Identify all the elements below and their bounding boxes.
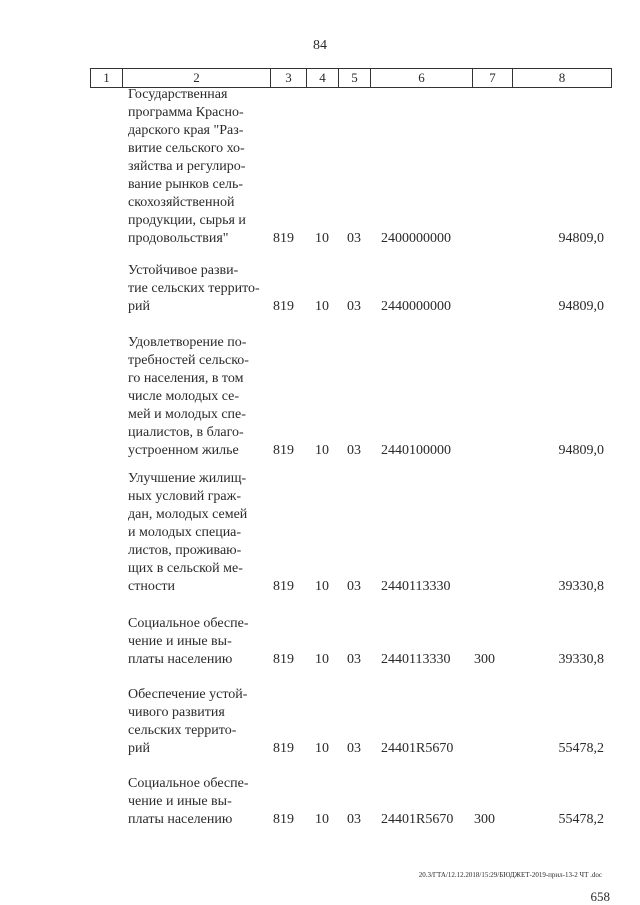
header-col-1: 1	[91, 69, 123, 87]
row-code-ved: 819	[273, 812, 294, 827]
header-col-7: 7	[473, 69, 513, 87]
row-code-target: 2440113330	[381, 579, 451, 594]
page-number: 84	[313, 38, 327, 53]
table-header	[90, 68, 612, 88]
row-name-line: Улучшение жилищ-	[128, 471, 247, 486]
row-name-line: Удовлетворение по-	[128, 335, 247, 350]
row-code-target: 2440113330	[381, 652, 451, 667]
row-amount: 94809,0	[558, 231, 604, 246]
row-name-line: витие сельского хо-	[128, 141, 245, 156]
row-name-line: продовольствия"	[128, 231, 229, 246]
row-code-section: 10	[315, 652, 329, 667]
row-code-section: 10	[315, 299, 329, 314]
row-code-subsection: 03	[347, 443, 361, 458]
row-code-ved: 819	[273, 443, 294, 458]
row-name-line: зяйства и регулиро-	[128, 159, 246, 174]
row-name	[128, 262, 262, 316]
row-amount: 55478,2	[558, 741, 604, 756]
row-name-line: сельских террито-	[128, 723, 237, 738]
row-name	[128, 686, 262, 758]
row-code-target: 2440100000	[381, 443, 451, 458]
footer-page-number: 658	[590, 889, 610, 904]
row-name-line: числе молодых се-	[128, 389, 239, 404]
row-name	[128, 334, 262, 460]
row-name	[128, 775, 262, 829]
row-code-subsection: 03	[347, 652, 361, 667]
row-name-line: рий	[128, 741, 150, 756]
row-name-line: циалистов, в благо-	[128, 425, 244, 440]
row-name-line: чивого развития	[128, 705, 225, 720]
row-name-line: щих в сельской ме-	[128, 561, 243, 576]
row-name-line: Устойчивое разви-	[128, 263, 239, 278]
row-name	[128, 615, 262, 669]
row-name-line: чение и иные вы-	[128, 634, 232, 649]
row-code-subsection: 03	[347, 812, 361, 827]
row-code-expense-type: 300	[474, 812, 495, 827]
row-name-line: скохозяйственной	[128, 195, 235, 210]
row-code-target: 24401R5670	[381, 812, 454, 827]
row-name-line: продукции, сырья и	[128, 213, 246, 228]
row-name-line: платы населению	[128, 812, 233, 827]
row-name-line: Обеспечение устой-	[128, 687, 248, 702]
row-code-section: 10	[315, 443, 329, 458]
row-name-line: Социальное обеспе-	[128, 776, 249, 791]
row-name-line: Социальное обеспе-	[128, 616, 249, 631]
row-code-target: 2400000000	[381, 231, 451, 246]
row-name-line: ных условий граж-	[128, 489, 241, 504]
row-code-ved: 819	[273, 741, 294, 756]
row-name	[128, 86, 262, 248]
row-code-subsection: 03	[347, 741, 361, 756]
row-name	[128, 470, 262, 596]
row-name-line: мей и молодых спе-	[128, 407, 246, 422]
row-name-line: вание рынков сель-	[128, 177, 244, 192]
row-name-line: тие сельских террито-	[128, 281, 260, 296]
footer-file-path: 20.3/ГТА/12.12.2018/15:29/БЮДЖЕТ-2019-прил-13-2 ЧТ .doc	[418, 871, 602, 879]
row-code-section: 10	[315, 231, 329, 246]
row-code-subsection: 03	[347, 579, 361, 594]
header-col-4: 4	[307, 69, 339, 87]
row-code-target: 2440000000	[381, 299, 451, 314]
row-code-subsection: 03	[347, 299, 361, 314]
row-name-line: рий	[128, 299, 150, 314]
row-name-line: чение и иные вы-	[128, 794, 232, 809]
row-name-line: платы населению	[128, 652, 233, 667]
row-amount: 39330,8	[558, 652, 604, 667]
header-col-3: 3	[271, 69, 307, 87]
row-code-section: 10	[315, 579, 329, 594]
row-amount: 39330,8	[558, 579, 604, 594]
row-amount: 94809,0	[558, 299, 604, 314]
row-name-line: дарского края "Раз-	[128, 123, 244, 138]
header-col-8: 8	[558, 70, 566, 85]
row-code-ved: 819	[273, 299, 294, 314]
row-name-line: требностей сельско-	[128, 353, 249, 368]
row-name-line: Государственная	[128, 87, 228, 102]
row-amount: 55478,2	[558, 812, 604, 827]
row-code-ved: 819	[273, 579, 294, 594]
row-name-line: го населения, в том	[128, 371, 244, 386]
row-code-ved: 819	[273, 652, 294, 667]
row-name-line: и молодых специа-	[128, 525, 242, 540]
row-name-line: листов, проживаю-	[128, 543, 242, 558]
row-name-line: устроенном жилье	[128, 443, 239, 458]
row-code-subsection: 03	[347, 231, 361, 246]
row-code-ved: 819	[273, 231, 294, 246]
header-col-6: 6	[371, 69, 473, 87]
row-code-section: 10	[315, 741, 329, 756]
row-code-target: 24401R5670	[381, 741, 454, 756]
header-col-2: 2	[123, 69, 271, 87]
row-name-line: программа Красно-	[128, 105, 244, 120]
row-code-section: 10	[315, 812, 329, 827]
row-amount: 94809,0	[558, 443, 604, 458]
row-name-line: дан, молодых семей	[128, 507, 248, 522]
header-col-5: 5	[339, 69, 371, 87]
row-name-line: стности	[128, 579, 175, 594]
row-code-expense-type: 300	[474, 652, 495, 667]
